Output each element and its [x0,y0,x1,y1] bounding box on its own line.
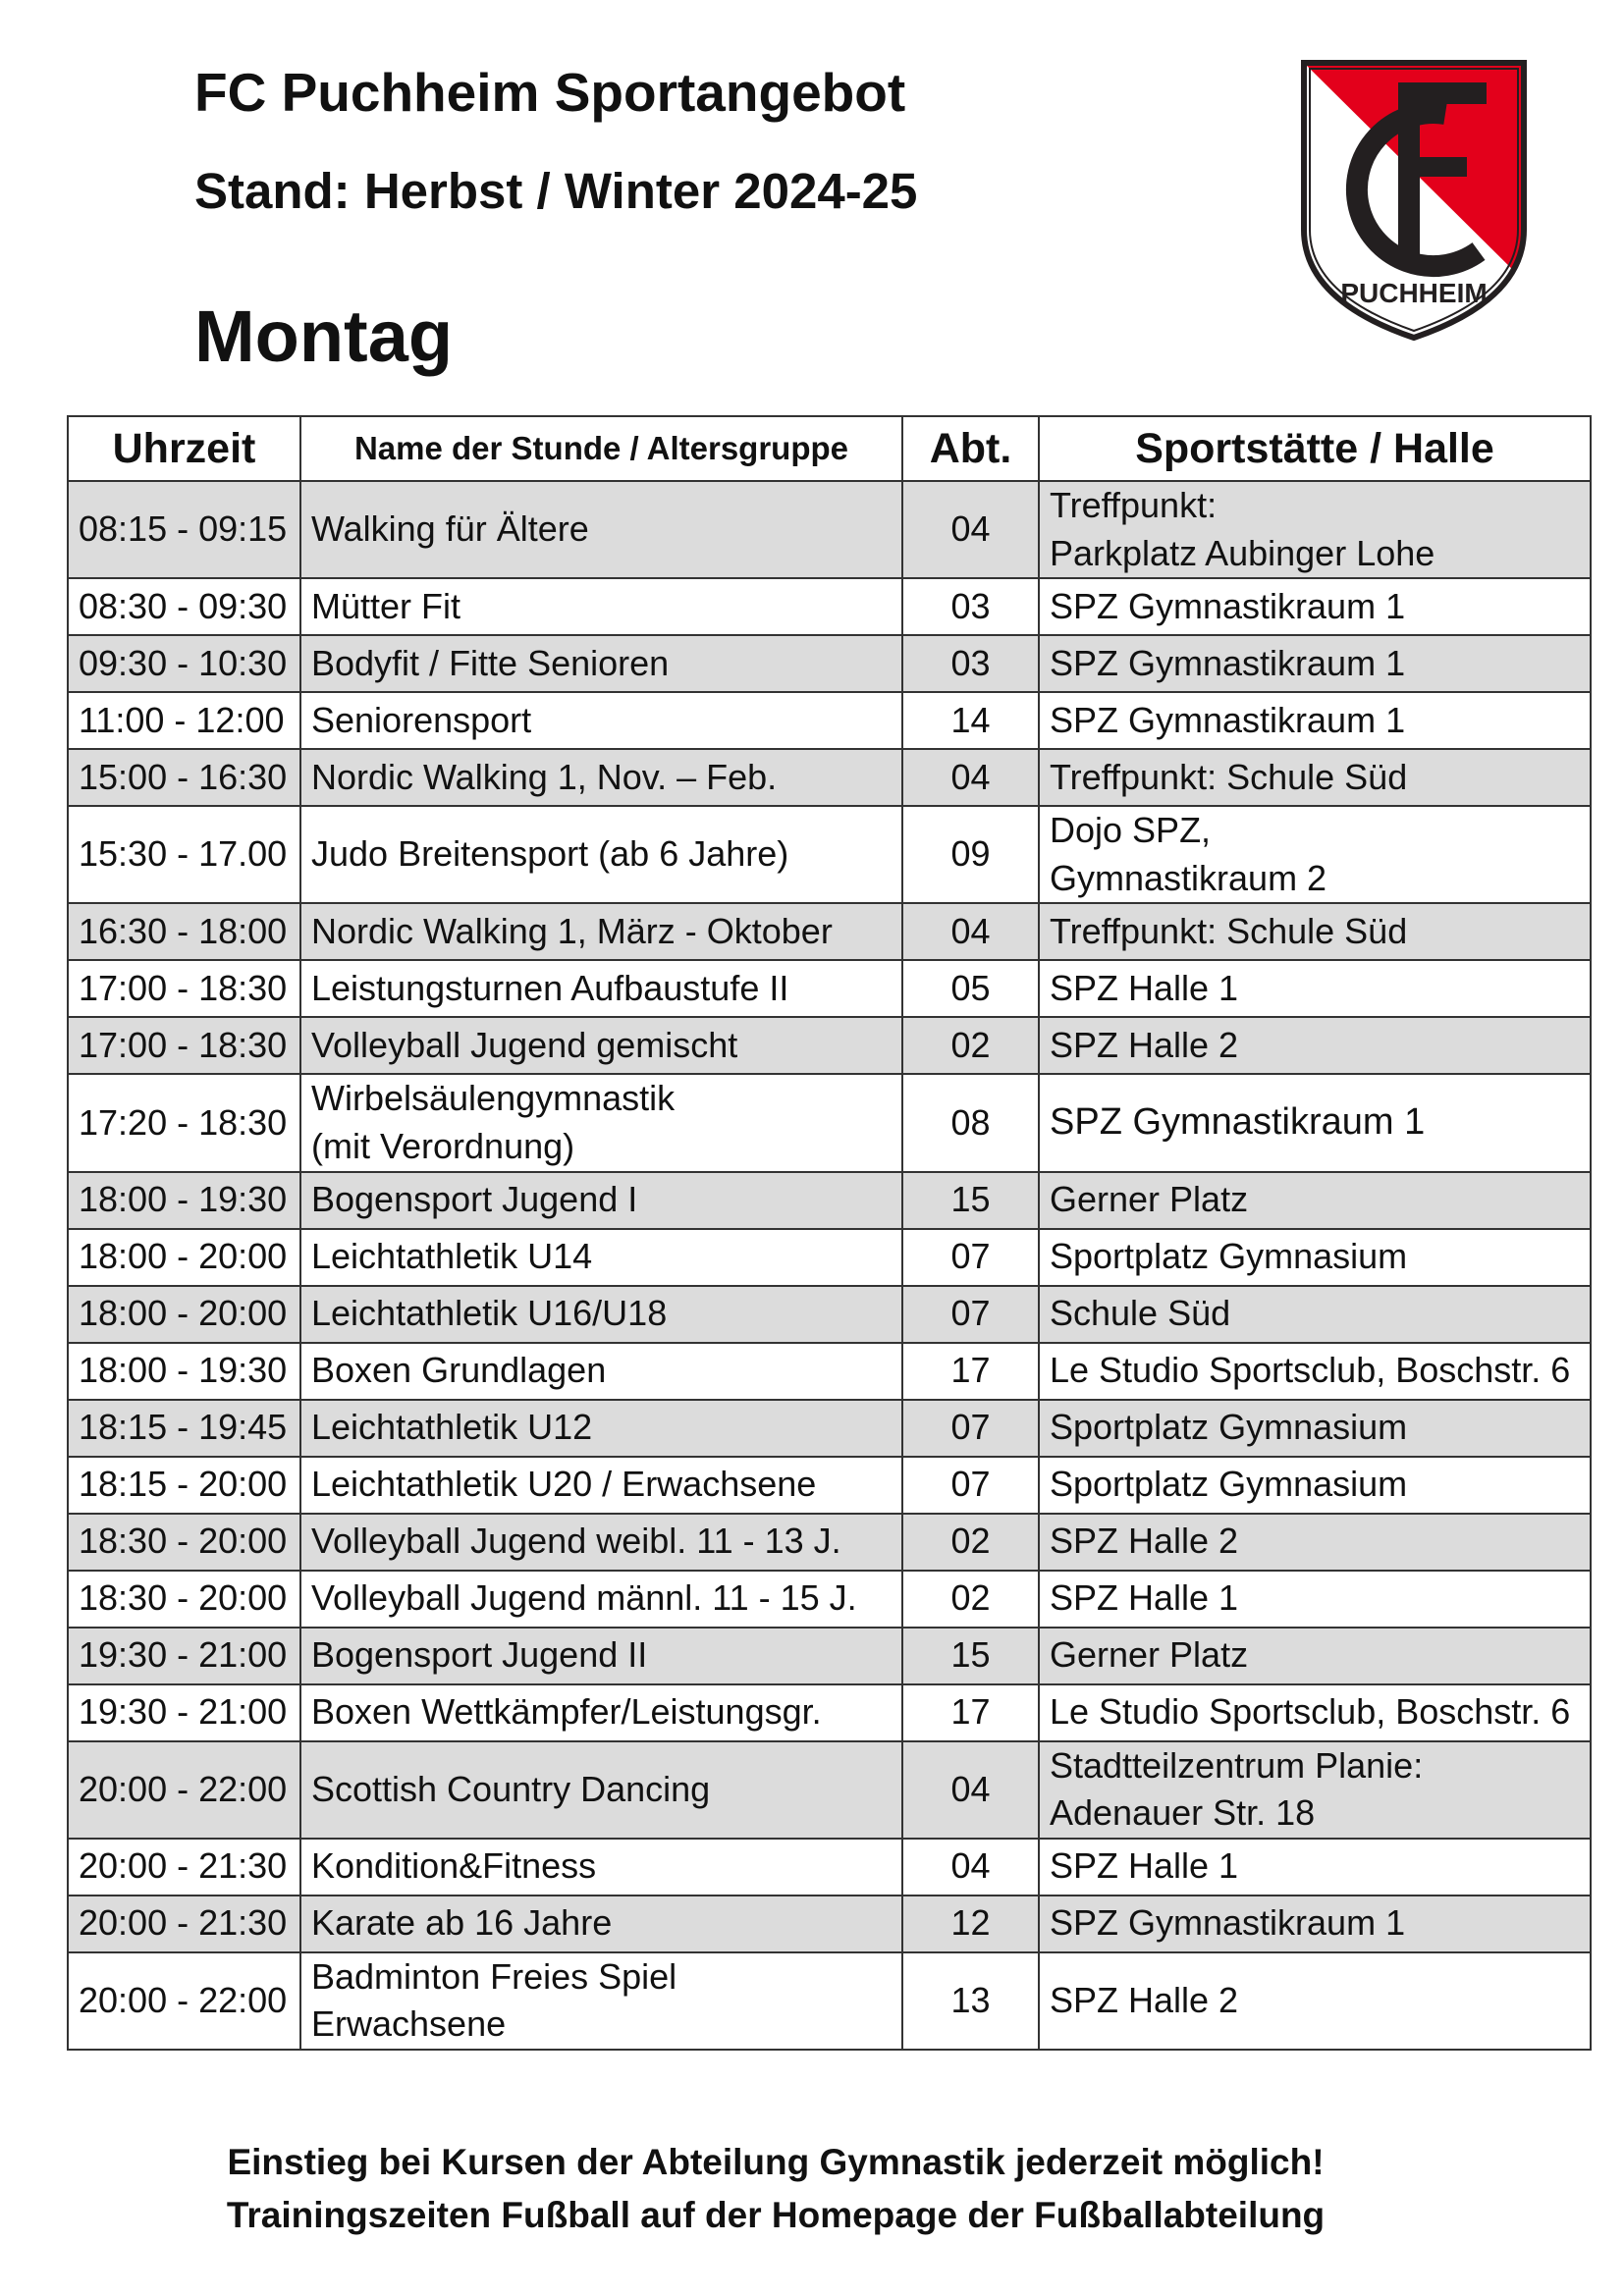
venue-line: Sportplatz Gymnasium [1050,1464,1408,1505]
cell-venue [1039,1400,1591,1457]
cell-dept: 02 [902,1017,1039,1074]
cell-name [300,1514,902,1571]
cell-name [300,1839,902,1896]
schedule-body [68,481,1591,2050]
cell-venue [1039,960,1591,1017]
name-line: Leichtathletik U12 [311,1407,593,1448]
cell-name [300,1229,902,1286]
cell-name [300,578,902,635]
cell-time: 11:00 - 12:00 [68,692,300,749]
name-line: Boxen Wettkämpfer/Leistungsgr. [311,1691,822,1733]
cell-dept: 07 [902,1286,1039,1343]
cell-name [300,1952,902,2050]
cell-time: 17:00 - 18:30 [68,960,300,1017]
cell-name [300,1571,902,1628]
table-row [68,635,1591,692]
cell-venue [1039,1229,1591,1286]
table-row [68,1172,1591,1229]
name-line: Volleyball Jugend weibl. 11 - 13 J. [311,1521,841,1562]
page-title: FC Puchheim Sportangebot [194,62,906,123]
table-row [68,1952,1591,2050]
cell-dept: 02 [902,1514,1039,1571]
header-venue: Sportstätte / Halle [1039,416,1591,481]
table-row [68,960,1591,1017]
name-line: Bodyfit / Fitte Senioren [311,642,670,683]
footer-note-fussball: Trainingszeiten Fußball auf der Homepage der Fußballabteilung [226,2195,1326,2235]
cell-dept: 14 [902,692,1039,749]
table-row [68,903,1591,960]
cell-name [300,1172,902,1229]
cell-name [300,1684,902,1741]
table-row [68,481,1591,578]
cell-time: 15:00 - 16:30 [68,749,300,806]
name-line: Bogensport Jugend II [311,1634,648,1676]
footer-note-gymnastik: Einstieg bei Kursen der Abteilung Gymnastik jederzeit möglich! [227,2142,1325,2182]
cell-time: 18:00 - 19:30 [68,1343,300,1400]
cell-venue [1039,481,1591,578]
logo-letter-f-top [1398,82,1487,104]
cell-venue [1039,806,1591,903]
table-row [68,1839,1591,1896]
table-row [68,1286,1591,1343]
cell-dept: 09 [902,806,1039,903]
cell-venue [1039,1571,1591,1628]
header-time: Uhrzeit [68,416,300,481]
cell-venue [1039,578,1591,635]
cell-name [300,1286,902,1343]
cell-dept: 07 [902,1229,1039,1286]
table-row [68,692,1591,749]
name-line: Judo Breitensport (ab 6 Jahre) [311,833,789,875]
name-line: Volleyball Jugend männl. 11 - 15 J. [311,1577,857,1619]
cell-dept: 17 [902,1684,1039,1741]
venue-line: Adenauer Str. 18 [1050,1792,1316,1834]
cell-venue [1039,1286,1591,1343]
venue-line: Le Studio Sportsclub, Boschstr. 6 [1050,1691,1571,1733]
cell-dept: 04 [902,903,1039,960]
venue-line: SPZ Gymnastikraum 1 [1050,1101,1426,1144]
venue-line: Parkplatz Aubinger Lohe [1050,532,1435,573]
cell-name [300,1457,902,1514]
cell-time: 20:00 - 21:30 [68,1839,300,1896]
cell-name [300,1343,902,1400]
table-header-row [68,416,1591,481]
cell-time: 16:30 - 18:00 [68,903,300,960]
cell-dept: 15 [902,1628,1039,1684]
cell-time: 09:30 - 10:30 [68,635,300,692]
cell-dept: 04 [902,749,1039,806]
cell-venue [1039,1896,1591,1952]
cell-time: 19:30 - 21:00 [68,1628,300,1684]
cell-time: 15:30 - 17.00 [68,806,300,903]
cell-time: 18:30 - 20:00 [68,1514,300,1571]
venue-line: Gerner Platz [1050,1179,1249,1220]
cell-time: 19:30 - 21:00 [68,1684,300,1741]
table-row [68,1741,1591,1839]
venue-line: SPZ Gymnastikraum 1 [1050,1902,1406,1944]
cell-time: 17:20 - 18:30 [68,1074,300,1171]
cell-venue [1039,1839,1591,1896]
venue-line: SPZ Halle 1 [1050,968,1239,1009]
cell-venue [1039,1457,1591,1514]
logo-letter-f-bar [1398,157,1467,177]
cell-name [300,1017,902,1074]
table-row [68,1074,1591,1171]
cell-time: 18:00 - 19:30 [68,1172,300,1229]
page-subtitle: Stand: Herbst / Winter 2024-25 [194,163,918,219]
name-line: Leichtathletik U16/U18 [311,1293,668,1334]
header-name: Name der Stunde / Altersgruppe [300,416,902,481]
name-line: Bogensport Jugend I [311,1179,638,1220]
venue-line: SPZ Halle 2 [1050,1025,1239,1066]
cell-dept: 02 [902,1571,1039,1628]
venue-line: Dojo SPZ, [1050,810,1212,851]
schedule-table [67,415,1592,2051]
name-line: Kondition&Fitness [311,1845,597,1887]
table-row [68,1514,1591,1571]
venue-line: SPZ Gymnastikraum 1 [1050,585,1406,626]
cell-dept: 12 [902,1896,1039,1952]
fc-puchheim-logo [1296,55,1532,344]
table-row [68,578,1591,635]
cell-dept: 15 [902,1172,1039,1229]
cell-venue [1039,635,1591,692]
cell-name [300,635,902,692]
cell-venue [1039,903,1591,960]
cell-name [300,806,902,903]
venue-line: SPZ Gymnastikraum 1 [1050,642,1406,683]
name-line: Erwachsene [311,2003,507,2045]
table-row [68,1571,1591,1628]
cell-venue [1039,1684,1591,1741]
cell-dept: 05 [902,960,1039,1017]
venue-line: Schule Süd [1050,1293,1231,1334]
cell-venue [1039,1343,1591,1400]
cell-dept: 07 [902,1457,1039,1514]
name-line: Scottish Country Dancing [311,1768,711,1809]
name-line: Volleyball Jugend gemischt [311,1025,738,1066]
name-line: (mit Verordnung) [311,1125,575,1166]
cell-time: 20:00 - 21:30 [68,1896,300,1952]
cell-name [300,1628,902,1684]
cell-dept: 07 [902,1400,1039,1457]
cell-time: 08:30 - 09:30 [68,578,300,635]
venue-line: Stadtteilzentrum Planie: [1050,1744,1424,1786]
cell-name [300,1400,902,1457]
cell-dept: 08 [902,1074,1039,1171]
name-line: Seniorensport [311,699,532,740]
venue-line: SPZ Halle 1 [1050,1577,1239,1619]
table-row [68,1457,1591,1514]
cell-name [300,1896,902,1952]
name-line: Wirbelsäulengymnastik [311,1078,676,1119]
cell-name [300,749,902,806]
cell-venue [1039,1074,1591,1171]
venue-line: SPZ Gymnastikraum 1 [1050,699,1406,740]
venue-line: Le Studio Sportsclub, Boschstr. 6 [1050,1350,1571,1391]
name-line: Walking für Ältere [311,508,589,550]
name-line: Leistungsturnen Aufbaustufe II [311,968,789,1009]
cell-time: 18:30 - 20:00 [68,1571,300,1628]
name-line: Karate ab 16 Jahre [311,1902,613,1944]
cell-name [300,692,902,749]
cell-venue [1039,1172,1591,1229]
name-line: Mütter Fit [311,585,461,626]
cell-time: 18:15 - 20:00 [68,1457,300,1514]
table-row [68,749,1591,806]
weekday-heading: Montag [194,295,454,377]
cell-name [300,481,902,578]
header-dept: Abt. [902,416,1039,481]
venue-line: Gymnastikraum 2 [1050,857,1327,898]
table-row [68,806,1591,903]
table-row [68,1400,1591,1457]
cell-dept: 03 [902,635,1039,692]
cell-dept: 17 [902,1343,1039,1400]
cell-dept: 04 [902,1741,1039,1839]
cell-time: 20:00 - 22:00 [68,1952,300,2050]
cell-venue [1039,749,1591,806]
venue-line: Treffpunkt: Schule Süd [1050,756,1408,797]
venue-line: Treffpunkt: Schule Süd [1050,911,1408,952]
table-row [68,1628,1591,1684]
cell-name [300,903,902,960]
name-line: Badminton Freies Spiel [311,1955,677,1997]
cell-time: 18:15 - 19:45 [68,1400,300,1457]
cell-time: 08:15 - 09:15 [68,481,300,578]
venue-line: Treffpunkt: [1050,485,1218,525]
name-line: Nordic Walking 1, Nov. – Feb. [311,756,778,797]
venue-line: SPZ Halle 1 [1050,1845,1239,1887]
venue-line: SPZ Halle 2 [1050,1980,1239,2021]
venue-line: Sportplatz Gymnasium [1050,1407,1408,1448]
table-row [68,1896,1591,1952]
name-line: Leichtathletik U20 / Erwachsene [311,1464,817,1505]
venue-line: Gerner Platz [1050,1634,1249,1676]
cell-venue [1039,692,1591,749]
cell-name [300,1741,902,1839]
cell-name [300,1074,902,1171]
name-line: Boxen Grundlagen [311,1350,607,1391]
cell-time: 17:00 - 18:30 [68,1017,300,1074]
name-line: Nordic Walking 1, März - Oktober [311,911,833,952]
cell-dept: 03 [902,578,1039,635]
table-row [68,1017,1591,1074]
venue-line: Sportplatz Gymnasium [1050,1236,1408,1277]
cell-dept: 04 [902,481,1039,578]
cell-venue [1039,1628,1591,1684]
cell-venue [1039,1017,1591,1074]
cell-dept: 13 [902,1952,1039,2050]
name-line: Leichtathletik U14 [311,1236,593,1277]
table-row [68,1229,1591,1286]
cell-venue [1039,1952,1591,2050]
cell-time: 20:00 - 22:00 [68,1741,300,1839]
table-row [68,1343,1591,1400]
logo-text: PUCHHEIM [1340,278,1488,308]
cell-venue [1039,1741,1591,1839]
cell-venue [1039,1514,1591,1571]
table-row [68,1684,1591,1741]
venue-line: SPZ Halle 2 [1050,1521,1239,1562]
cell-name [300,960,902,1017]
cell-dept: 04 [902,1839,1039,1896]
cell-time: 18:00 - 20:00 [68,1286,300,1343]
cell-time: 18:00 - 20:00 [68,1229,300,1286]
